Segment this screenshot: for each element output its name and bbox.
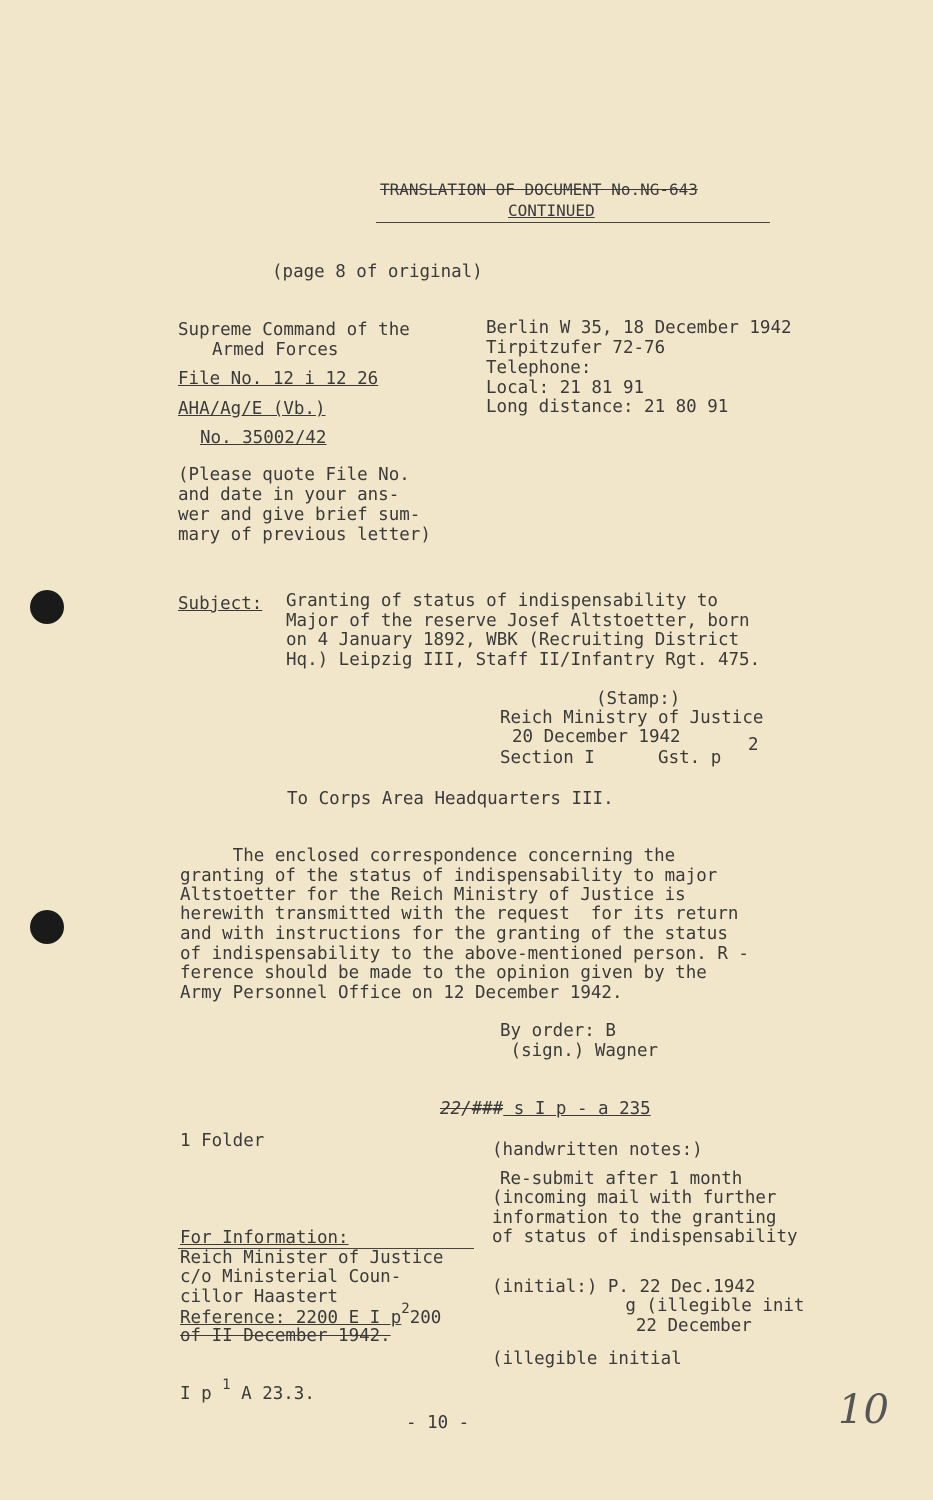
footer-ref-sup: 1 [222, 1377, 231, 1393]
reference-tail: 200 [409, 1308, 442, 1328]
subject-line: Major of the reserve Josef Altstoetter, born [286, 611, 750, 631]
body-line: The enclosed correspondence concerning the [180, 846, 676, 866]
body-line: ference should be made to the opinion given by the [180, 963, 707, 983]
reference-text: Reference: 2200 E I p [180, 1308, 402, 1328]
subject-line: Hq.) Leipzig III, Staff II/Infantry Rgt. 475. [286, 650, 761, 670]
for-information-date: of II December 1942. [180, 1326, 391, 1346]
initial-line: (initial:) P. 22 Dec.1942 [492, 1277, 756, 1297]
body-line: Army Personnel Office on 12 December 1942. [180, 983, 623, 1003]
page-of-original: (page 8 of original) [272, 262, 483, 282]
initial-line: (illegible initial [492, 1349, 682, 1369]
handwritten-page-number: 10 [838, 1387, 889, 1433]
footer-ref-b: A 23.3. [230, 1384, 315, 1404]
address-line: Tirpitzufer 72-76 [486, 338, 666, 358]
sender-note-line: mary of previous letter) [178, 525, 431, 545]
stamp-line: 20 December 1942 [512, 727, 681, 747]
reference-superscript: 2 [401, 1301, 410, 1317]
file-reference-struck: 22/### [440, 1099, 504, 1119]
body-line: Altstoetter for the Reich Ministry of Justice is [180, 885, 686, 905]
address-line: Local: 21 81 91 [486, 378, 645, 398]
handwritten-line: (incoming mail with further [492, 1188, 777, 1208]
initial-line: g (illegible init [520, 1296, 805, 1316]
punch-hole-top [30, 590, 64, 624]
subject-line: on 4 January 1892, WBK (Recruiting District [286, 630, 740, 650]
page-number: - 10 - [406, 1413, 470, 1433]
address-line: Long distance: 21 80 91 [486, 397, 729, 417]
sender-aha: AHA/Ag/E (Vb.) [178, 399, 326, 419]
subject-line: Granting of status of indispensability to [286, 591, 718, 611]
stamp-number: 2 [748, 735, 759, 755]
sender-note-line: and date in your ans- [178, 485, 400, 505]
initial-line: 22 December [520, 1316, 752, 1336]
footer-reference [180, 1377, 315, 1405]
for-information-line: Reich Minister of Justice [180, 1248, 444, 1268]
sender-line1: Supreme Command of the [178, 320, 410, 340]
body-line: of indispensability to the above-mentioned person. R - [180, 944, 749, 964]
signature-by-order: By order: B [500, 1021, 616, 1041]
body-line: granting of the status of indispensability to major [180, 866, 718, 886]
body-line: herewith transmitted with the request for its return [180, 904, 739, 924]
address-line: Berlin W 35, 18 December 1942 [486, 318, 792, 338]
subject-label: Subject: [178, 594, 263, 614]
document-title: TRANSLATION OF DOCUMENT No.NG-643 [380, 180, 698, 199]
file-reference-text: s I p - a 235 [503, 1099, 651, 1119]
stamp-line: (Stamp:) [596, 689, 681, 709]
punch-hole-bottom [30, 910, 64, 944]
file-reference [440, 1099, 651, 1119]
body-line: and with instructions for the granting of the status [180, 924, 728, 944]
handwritten-label: (handwritten notes:) [492, 1140, 703, 1160]
sender-file-no: File No. 12 i 12 26 [178, 369, 379, 389]
signature-name: (sign.) Wagner [500, 1041, 659, 1061]
recipient-line: To Corps Area Headquarters III. [287, 789, 614, 809]
sender-note-line: wer and give brief sum- [178, 505, 421, 525]
header-rule [376, 222, 770, 223]
for-information-line: c/o Ministerial Coun- [180, 1267, 402, 1287]
document-continued: CONTINUED [508, 201, 595, 220]
footer-ref-a: I p [180, 1384, 212, 1404]
sender-note-line: (Please quote File No. [178, 465, 410, 485]
handwritten-line: of status of indispensability [492, 1227, 798, 1247]
sender-line2: Armed Forces [212, 340, 339, 360]
address-line: Telephone: [486, 358, 592, 378]
sender-number: No. 35002/42 [200, 428, 327, 448]
stamp-line: Reich Ministry of Justice [500, 708, 764, 728]
handwritten-line: information to the granting [492, 1208, 777, 1228]
stamp-line: Section I Gst. p [500, 748, 722, 768]
for-information-label: For Information: [180, 1228, 349, 1248]
enclosure-folder: 1 Folder [180, 1131, 265, 1151]
handwritten-line: Re-submit after 1 month [500, 1169, 743, 1189]
for-information-line: cillor Haastert [180, 1287, 339, 1307]
